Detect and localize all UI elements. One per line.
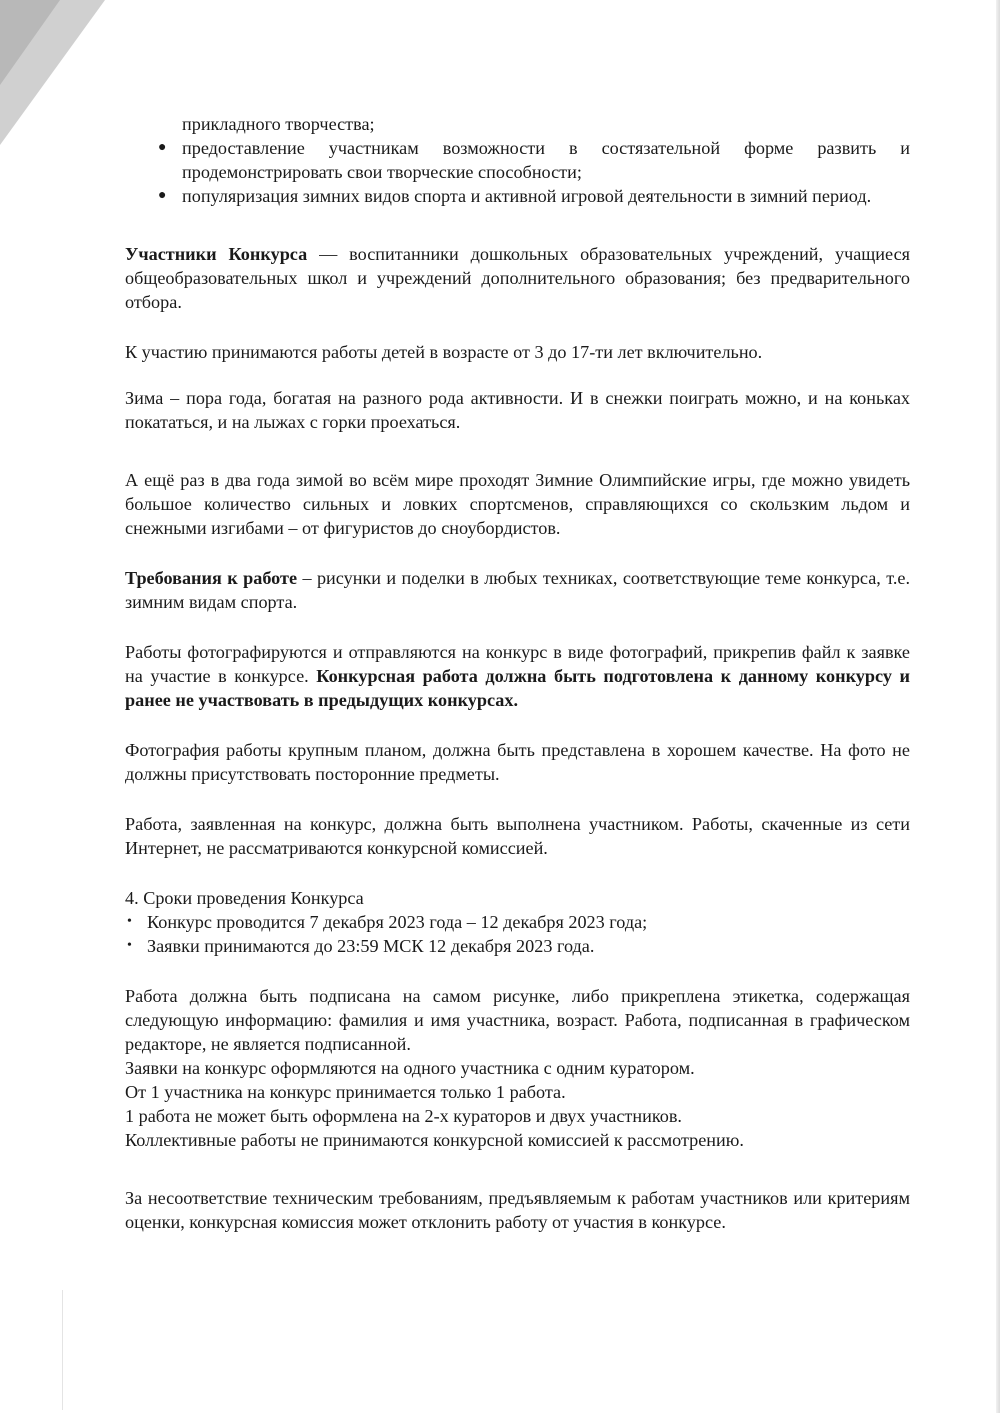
signing-line: Коллективные работы не принимаются конкурсной комиссией к рассмотрению.: [125, 1130, 744, 1150]
photo-submission-paragraph: [125, 640, 910, 712]
document-page: [125, 112, 910, 1234]
signing-lines: [125, 1056, 910, 1152]
winter-paragraph: Зима – пора года, богатая на разного рода активности. И в снежки поиграть можно, и на коньках покататься, и на лыжах с горки проехаться.: [125, 388, 910, 432]
photo-submission-text: Работы фотографируются и отправляются на конкурс в виде фотографий, прикрепив файл к заявке на участие в конкурсе.: [125, 642, 910, 686]
terms-text: Конкурс проводится 7 декабря 2023 года – 12 декабря 2023 года;: [147, 912, 648, 932]
authorship-paragraph: Работа, заявленная на конкурс, должна быть выполнена участником. Работы, скаченные из сети Интернет, не рассматриваются конкурсной комиссией.: [125, 814, 910, 858]
bullet-icon: ●: [158, 140, 167, 155]
signing-line: Заявки на конкурс оформляются на одного участника с одним куратором.: [125, 1058, 695, 1078]
requirements-paragraph: [125, 566, 910, 614]
participants-paragraph: [125, 242, 910, 314]
terms-item: [125, 934, 910, 958]
goal-item: [125, 136, 910, 184]
scan-edge-left: [62, 1290, 63, 1410]
bullet-icon: •: [127, 914, 132, 929]
age-rule: К участию принимаются работы детей в возрасте от 3 до 17-ти лет включительно.: [125, 342, 763, 362]
goals-list: [125, 136, 910, 208]
photo-quality-paragraph: Фотография работы крупным планом, должна быть представлена в хорошем качестве. На фото не должны присутствовать посторонние предметы.: [125, 740, 910, 784]
olympics-paragraph: А ещё раз в два года зимой во всём мире проходят Зимние Олимпийские игры, где можно увидеть большое количество сильных и ловких спортсменов, справляющихся со скользким льдом и снежными изгибами – от фигуристов до сноубордистов.: [125, 470, 910, 538]
bullet-icon: •: [127, 938, 132, 953]
participants-label: Участники Конкурса: [125, 244, 308, 264]
bullet-icon: ●: [158, 188, 167, 203]
terms-heading: 4. Сроки проведения Конкурса: [125, 888, 364, 908]
participants-text: — воспитанники дошкольных образовательных учреждений, учащиеся общеобразовательных школ и учреждений дополнительного образования; без предварительного отбора.: [125, 244, 911, 312]
photo-submission-bold: Конкурсная работа должна быть подготовлена к данному конкурсу и ранее не участвовать в предыдущих конкурсах.: [125, 666, 910, 710]
goal-text: предоставление участникам возможности в состязательной форме развить и продемонстрировать свои творческие способности;: [182, 138, 910, 182]
requirements-label: Требования к работе: [125, 568, 298, 588]
signing-line: От 1 участника на конкурс принимается только 1 работа.: [125, 1082, 566, 1102]
terms-list: [125, 910, 910, 958]
terms-item: [125, 910, 910, 934]
scan-corner-fold: [0, 0, 110, 150]
scan-edge: [996, 0, 1000, 1413]
rejection-paragraph: За несоответствие техническим требованиям, предъявляемым к работам участников или критериям оценки, конкурсная комиссия может отклонить работу от участия в конкурсе.: [125, 1188, 910, 1232]
goal-text: популяризация зимних видов спорта и активной игровой деятельности в зимний период.: [182, 186, 872, 206]
signing-line: 1 работа не может быть оформлена на 2-х кураторов и двух участников.: [125, 1106, 682, 1126]
terms-text: Заявки принимаются до 23:59 МСК 12 декабря 2023 года.: [147, 936, 595, 956]
goal-item: [125, 184, 910, 208]
intro-continuation: прикладного творчества;: [182, 114, 375, 134]
requirements-text: – рисунки и поделки в любых техниках, соответствующие теме конкурса, т.е. зимним видам спорта.: [125, 568, 910, 612]
signing-paragraph: Работа должна быть подписана на самом рисунке, либо прикреплена этикетка, содержащая следующую информацию: фамилия и имя участника, возраст. Работа, подписанная в графическом редакторе, не является подписанной.: [125, 986, 910, 1054]
